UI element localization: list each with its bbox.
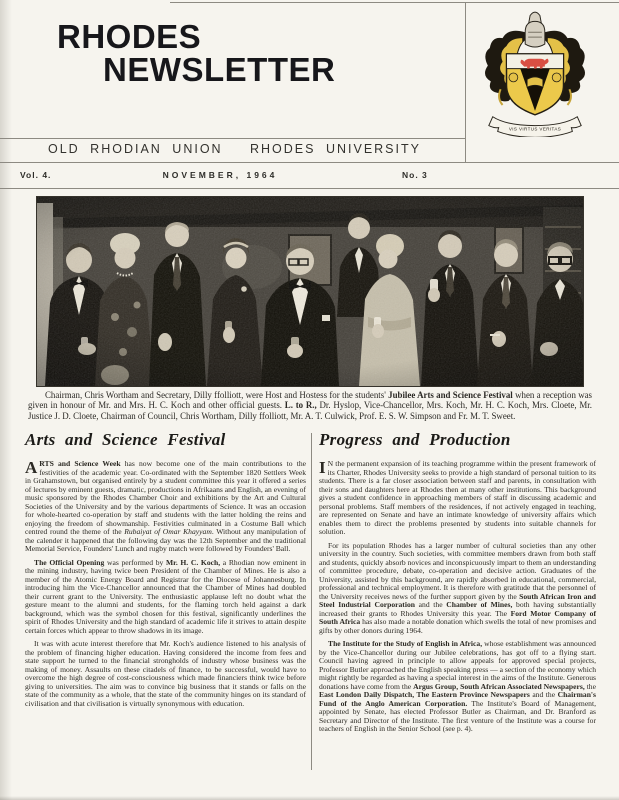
text-run: N the permanent expansion of its teaching programme within the present framework of its Charter, Rhodes University seeks to provide a high standard of personal tuition to its students. There is a far closer association between staff and parents, in consultation with their sons and daughters here at Rhodes then at many other institutions. This background gives a student confidence in approaching members of staff in discussing academic and personal problems. Staff members of the residences, if not actively engaged in teaching, are represented on Senate and have an intimate knowledge of university affairs which enables them to direct the problems presented by students into suitable channels for solution. <box>319 459 596 536</box>
top-rule <box>170 2 619 3</box>
text-run: Chamber of Mines, <box>446 600 513 609</box>
title-line1: RHODES <box>57 18 202 55</box>
text-run: RTS and Science Week <box>39 459 121 468</box>
paragraph <box>319 640 596 734</box>
text-run: Chairman, Chris Wortham and Secretary, Dilly ffolliott, were Host and Hostess for the students' <box>45 390 389 400</box>
issue-date: NOVEMBER, 1964 <box>162 170 278 180</box>
text-run: Chairman's Fund of the Anglo American Corporation. <box>319 690 596 708</box>
article-title: Progress and Production <box>319 430 511 449</box>
article-arts-and-science-festival <box>25 430 306 713</box>
text-run: Jubilee Arts and Science Festival <box>388 390 513 400</box>
drop-cap: I <box>319 458 326 477</box>
text-run: Mr. H. C. Koch, <box>166 557 221 567</box>
masthead-rule-upper <box>0 138 465 139</box>
newsletter-title <box>57 20 335 86</box>
text-run: East London Daily Dispatch, The Eastern Province Newspapers <box>319 690 530 699</box>
text-run: Argus Group, South African Associated Newspapers, <box>413 681 585 691</box>
paragraph <box>25 559 306 636</box>
text-run: The Institute's Board of Management, appointed by Senate, has elected Professor Butler as Chairman, and Dr. Branford as Secretary and Director of the Institute. The first venture of the Institute was a course for teachers of English in the Senior School (see p. 4). <box>319 698 596 733</box>
text-run: was performed by <box>104 557 166 567</box>
text-run: both having substantially increased their grants to Rhodes University this year. The <box>319 600 596 618</box>
text-run: has now become one of the main contributions to the festivities of the academic year. Co-ordinated with the September 1820 Settlers Week in Grahamstown, but organised entirely by a student committee this year it offered a series of lectures by eminent guests, dramatic, productions in Afrikaans and English, an evening of music sponsored by the Rhodes Chamber Choir and exhibitions by the Art and Cultural Societies of the University and by the various departments of Science. It was an occasion for whole-hearted co-operation by staff and students with the latter holding the reins and enjoying the freedom of showmanship. Festivities culminated in a Costume Ball which centred round the theme of the <box>25 459 307 536</box>
text-run: Ford Motor Company of South Africa <box>319 608 596 626</box>
text-run: and the <box>414 600 447 609</box>
title-line2: NEWSLETTER <box>103 51 336 88</box>
crest-motto: VIS VIRTUS VERITAS <box>508 126 562 132</box>
column-divider-rule <box>311 433 312 770</box>
text-run: and the <box>529 690 558 699</box>
text-run: when a reception was given in honour of Mr. and Mrs. H. C. Koch and other official guests. <box>28 390 593 411</box>
photo-caption <box>28 390 592 421</box>
text-run: The Official Opening <box>34 557 105 567</box>
paragraph <box>25 640 306 708</box>
text-run: the <box>584 681 596 691</box>
org-rhodes-university: RHODES UNIVERSITY <box>250 142 421 156</box>
issue-number: No. 3 <box>402 170 428 180</box>
dateline-rule <box>0 188 619 189</box>
text-run: It was with acute interest therefore that Mr. Koch's audience listened to his analysis of the problem of financing higher education. Having considered the income from fees and state support he turned to the financial strongholds of industry whose business was the making of money. Assaults on these citadels of finance, to be successful, would have to overcome the high degree of cost-consciousness which made financiers think twice before giving to universities. The aim was to convince big business that it stands or falls on the state of the community as a whole, that the state of the community hinges on its standard of civilisation and that civilisation is virtually synonymous with education. <box>25 639 306 708</box>
text-run: The Institute for the Study of English in Africa, <box>328 639 483 648</box>
text-run: L. to R., <box>284 400 317 411</box>
text-run: For its population Rhodes has a larger number of cultural societies than any other university in the country. Such societies, with committee members drawn from both staff and students, quickly absorb novices and inconspicuously impart to them an understanding of committee procedure, debate, co-operation and decisive action. Graduates of the University, assisted by this background, are rapidly absorbed in educational, commercial, professional and technical employment. It is therefore with gratitude that the personnel of the University receives news of the further support given by the <box>319 540 596 601</box>
article-title: Arts and Science Festival <box>25 430 226 449</box>
article-body <box>25 460 306 708</box>
masthead-vertical-divider <box>465 2 466 162</box>
paragraph <box>319 542 596 636</box>
paragraph <box>319 460 596 537</box>
text-run: Dr. Hyslop, Vice-Chancellor, Mrs. Koch, Mr. H. C. Koch, Mrs. Cloete, Mr. Justice J. D. Cloete, Chairman of Council, Chris Wortham, Dilly ffolliott, Mr. A. T. Culwick, Prof. E. S. W. Simpson and Fr. M. T. Sweet. <box>28 400 592 421</box>
masthead-rule-lower <box>0 162 619 163</box>
reception-photo <box>37 197 583 386</box>
text-run: Rubaiyat of Omar Khayyam <box>124 527 212 536</box>
volume-label: Vol. 4. <box>20 170 52 180</box>
article-body <box>319 460 596 734</box>
university-crest-icon <box>479 10 592 137</box>
text-run: a Rhodian now eminent in the mining industry, having twice been President of the Chamber of Mines. He is also a member of the Atomic Energy Board and Registrar for the Diocese of Johannesburg. In introducing him the Vice-Chancellor announced that the Chamber of Mines had doubled their current grant to the University. The enthusiastic applause left no doubt what the gesture meant to the alumni and students, for the flaming torch held against a dark background, which was the symbol chosen for this festival, significantly underlines the spirit of Rhodes University and the high standard of academic life it strives to attain despite certain forces which appear to throw shadows in its image. <box>25 557 306 635</box>
drop-cap: A <box>25 458 38 477</box>
text-run: . Without any manipulation of the calender it happened that the following day was the 12th September and the traditional Memorial Service, Founders' Lunch and rugby match were followed by Founders' Ball. <box>25 527 306 553</box>
text-run: South African Iron and Steel Industrial Corporation <box>319 591 596 609</box>
org-old-rhodian-union: OLD RHODIAN UNION <box>48 142 223 156</box>
article-progress-and-production <box>319 430 596 739</box>
text-run: has also made a notable donation which swells the total of new promises and gifts by other donors during 1964. <box>319 617 596 635</box>
paragraph <box>25 460 306 554</box>
text-run: whose establishment was announced by the Vice-Chancellor during our Jubilee celebrations, has got off to a flying start. Council having agreed in principle to allow appeals for approved special projects, Professor Butler approached the English speaking press — a section of the economy which might rightly be regarded as having a special interest in the aims of the Institute. Generous donations have come from the <box>319 639 596 691</box>
